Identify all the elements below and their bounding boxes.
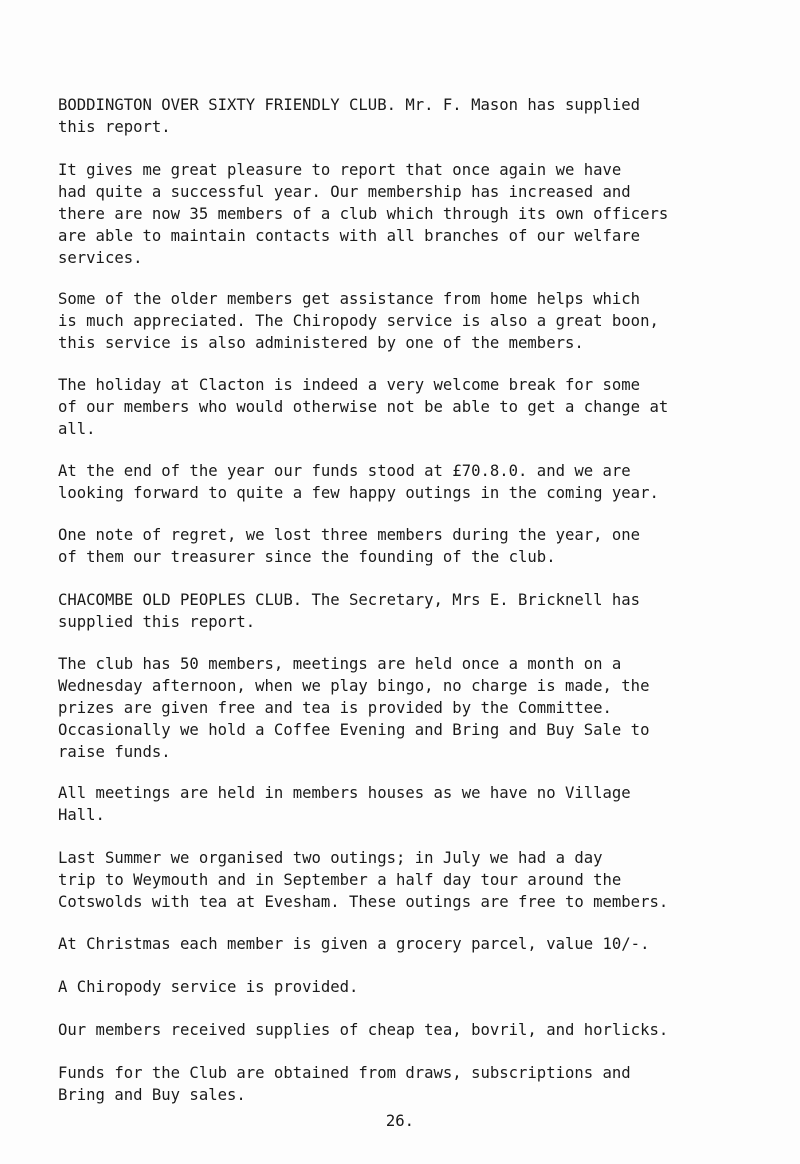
paragraph-funds: At the end of the year our funds stood at £70.8.0. and we are looking forward to quite a few happy outings in the coming year. (58, 462, 659, 502)
paragraph-club-funds: Funds for the Club are obtained from draws, subscriptions and Bring and Buy sales. (58, 1064, 631, 1104)
paragraph-outings: Last Summer we organised two outings; in July we had a day trip to Weymouth and in September a half day tour around the Cotswolds with tea at Evesham. These outings are free to members. (58, 849, 669, 911)
paragraph-clacton-holiday: The holiday at Clacton is indeed a very welcome break for some of our members who would otherwise not be able to get a change at all. (58, 376, 669, 438)
paragraph-christmas-parcel: At Christmas each member is given a grocery parcel, value 10/-. (58, 935, 650, 953)
page-number: 26. (385, 1112, 415, 1130)
paragraph-village-hall: All meetings are held in members houses as we have no Village Hall. (58, 784, 631, 824)
paragraph-regret: One note of regret, we lost three members during the year, one of them our treasurer since the founding of the club. (58, 526, 641, 566)
paragraph-home-helps: Some of the older members get assistance from home helps which is much appreciated. The Chiropody service is also a great boon, this service is also administered by one of the members. (58, 290, 659, 352)
paragraph-chacombe-heading: CHACOMBE OLD PEOPLES CLUB. The Secretary, Mrs E. Bricknell has supplied this report. (58, 591, 641, 631)
paragraph-boddington-membership: It gives me great pleasure to report that once again we have had quite a successful year. Our membership has increased and there are now 35 members of a club which through its own officers are able to maintain contacts with all branches of our welfare services. (58, 161, 669, 267)
paragraph-chiropody: A Chiropody service is provided. (58, 978, 359, 996)
paragraph-boddington-heading: BODDINGTON OVER SIXTY FRIENDLY CLUB. Mr. F. Mason has supplied this report. (58, 96, 641, 136)
paragraph-supplies: Our members received supplies of cheap tea, bovril, and horlicks. (58, 1021, 669, 1039)
paragraph-chacombe-meetings: The club has 50 members, meetings are held once a month on a Wednesday afternoon, when we play bingo, no charge is made, the prizes are given free and tea is provided by the Committee. Occasionally we hold a Coffee Evening and Bring and Buy Sale to raise funds. (58, 655, 650, 761)
